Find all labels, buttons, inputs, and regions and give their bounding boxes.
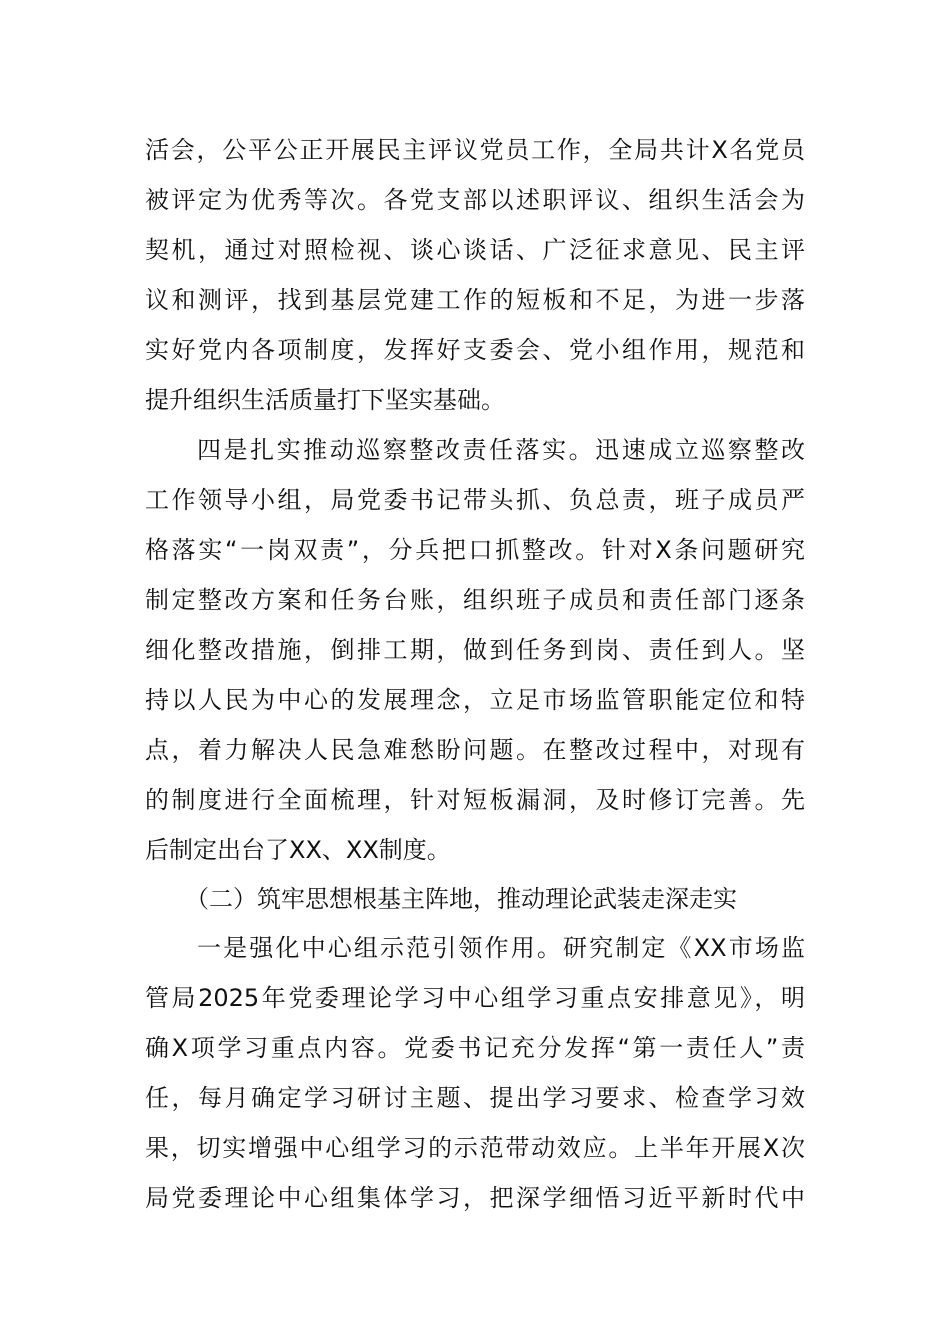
text-line: 管局2025年党委理论学习中心组学习重点安排意见》，明 xyxy=(145,984,805,1012)
text-line: 任，每月确定学习研讨主题、提出学习要求、检查学习效 xyxy=(145,1084,805,1112)
text-line: 实好党内各项制度，发挥好支委会、党小组作用，规范和 xyxy=(145,336,805,364)
text-line: 一是强化中心组示范引领作用。研究制定《XX市场监 xyxy=(197,934,805,962)
text-line: 议和测评，找到基层党建工作的短板和不足，为进一步落 xyxy=(145,286,805,314)
text-line: 工作领导小组，局党委书记带头抓、负总责，班子成员严 xyxy=(145,486,805,514)
text-line: 被评定为优秀等次。各党支部以述职评议、组织生活会为 xyxy=(145,186,805,214)
text-line: 的制度进行全面梳理，针对短板漏洞，及时修订完善。先 xyxy=(145,786,805,814)
text-line: 果，切实增强中心组学习的示范带动效应。上半年开展X次 xyxy=(145,1134,805,1162)
text-line: 提升组织生活质量打下坚实基础。 xyxy=(145,386,505,414)
text-line: 契机，通过对照检视、谈心谈话、广泛征求意见、民主评 xyxy=(145,236,805,264)
text-line: 局党委理论中心组集体学习，把深学细悟习近平新时代中 xyxy=(145,1184,805,1212)
text-line: 持以人民为中心的发展理念，立足市场监管职能定位和特 xyxy=(145,686,805,714)
document-page xyxy=(145,125,805,1223)
text-line: 制定整改方案和任务台账，组织班子成员和责任部门逐条 xyxy=(145,586,805,614)
text-line: 活会，公平公正开展民主评议党员工作，全局共计X名党员 xyxy=(145,136,805,164)
text-line: 四是扎实推动巡察整改责任落实。迅速成立巡察整改 xyxy=(197,436,805,464)
text-line: 点，着力解决人民急难愁盼问题。在整改过程中，对现有 xyxy=(145,736,805,764)
section-heading: （二）筑牢思想根基主阵地，推动理论武装走深走实 xyxy=(185,885,737,913)
text-line: 后制定出台了XX、XX制度。 xyxy=(145,836,451,864)
text-line: 细化整改措施，倒排工期，做到任务到岗、责任到人。坚 xyxy=(145,636,805,664)
text-line: 格落实“一岗双责”，分兵把口抓整改。针对X条问题研究 xyxy=(145,536,805,564)
text-line: 确X项学习重点内容。党委书记充分发挥“第一责任人”责 xyxy=(145,1034,805,1062)
